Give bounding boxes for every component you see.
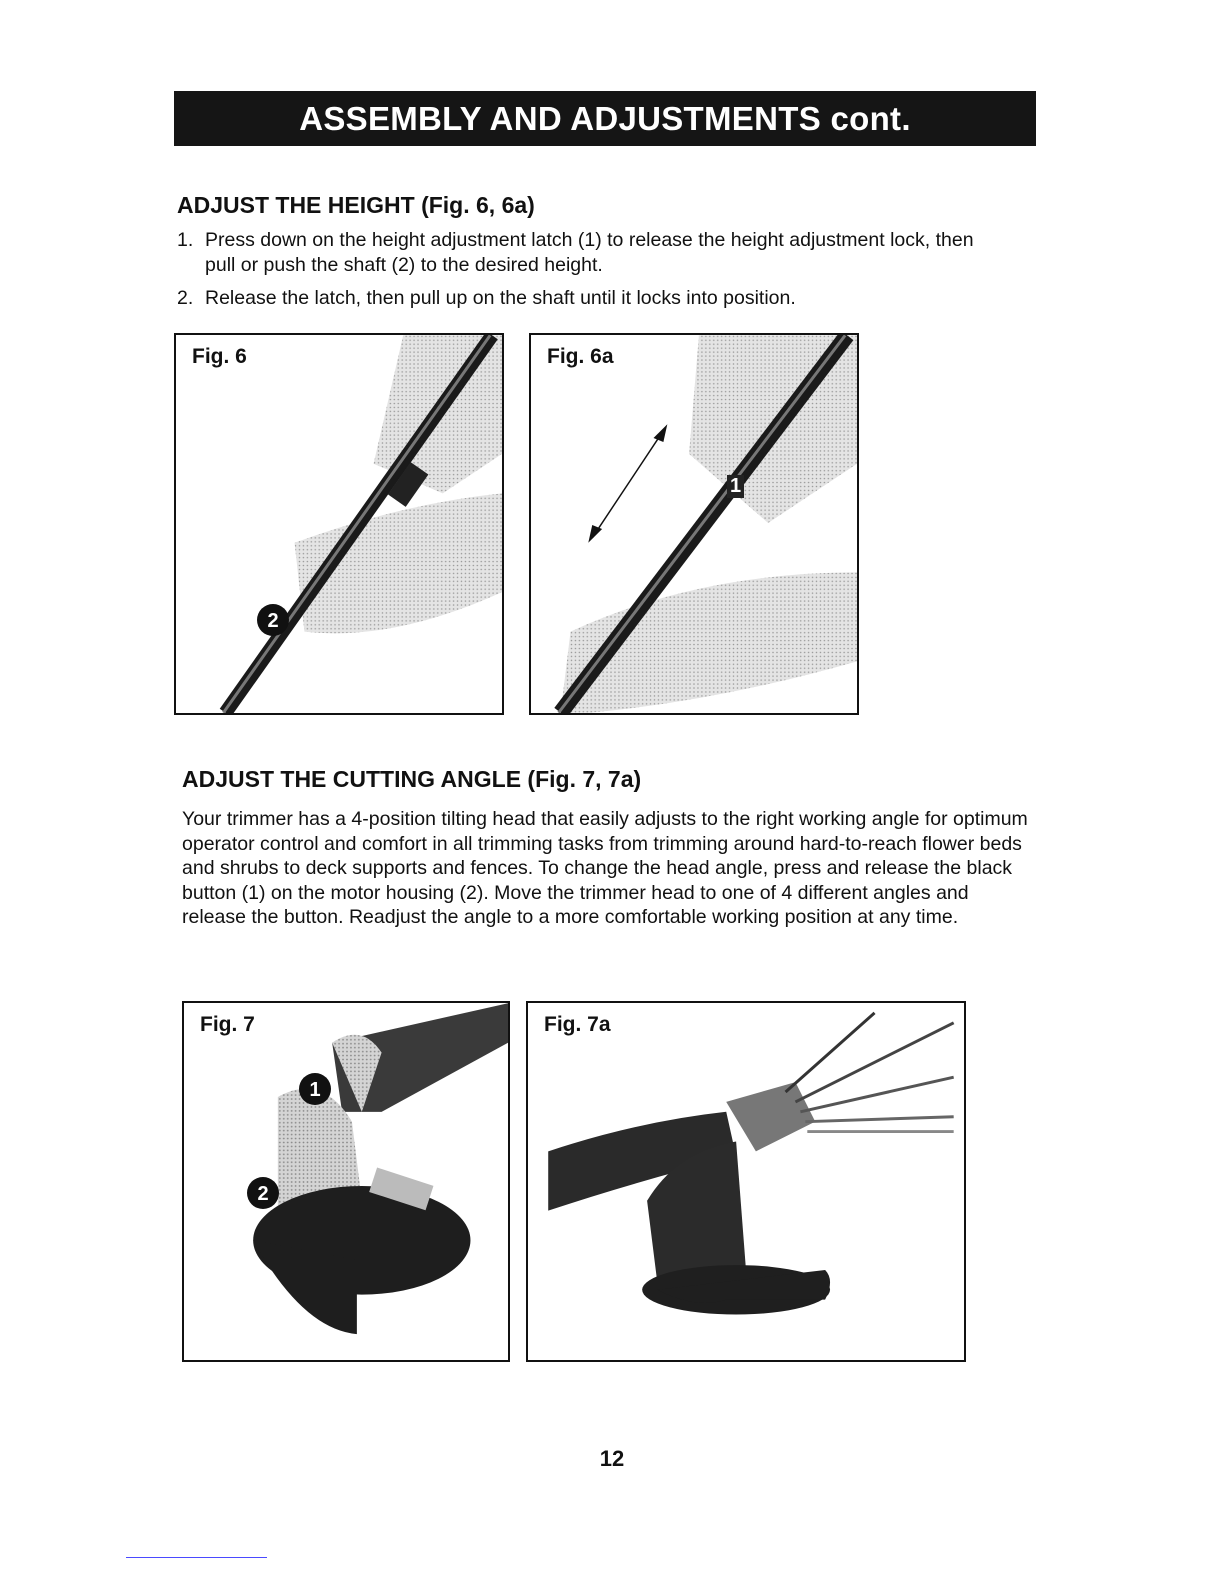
page-number: 12: [599, 1446, 625, 1471]
footer-rule: [126, 1557, 267, 1558]
callout-1-icon: [298, 1072, 332, 1106]
cutting-angle-paragraph: Your trimmer has a 4-position tilting head that easily adjusts to the right working angle for optimum operator control and comfort in all trimming tasks from trimming around hard-to-reach flower beds and shrubs to deck supports and fences. To change the head angle, press and release the black button (1) on the motor housing (2). Move the trimmer head to one of 4 different angles and release the button. Readjust the angle to a more comfortable working position at any time.: [182, 808, 1028, 928]
figure-6a-illustration: [531, 335, 857, 713]
height-steps: [177, 228, 977, 319]
svg-text:2: 2: [267, 610, 279, 632]
figure-6: [174, 333, 504, 715]
figure-7a: [526, 1001, 966, 1362]
step-text: Press down on the height adjustment latch (1) to release the height adjustment lock, then pull or push the shaft (2) to the desired height.: [205, 229, 974, 276]
figure-label: Fig. 7: [200, 1013, 255, 1036]
figure-label: Fig. 7a: [544, 1013, 611, 1036]
cutting-angle-heading: ADJUST THE CUTTING ANGLE (Fig. 7, 7a): [182, 766, 642, 792]
step-text: Release the latch, then pull up on the shaft until it locks into position.: [205, 287, 796, 309]
callout-1-label: 1: [727, 475, 744, 498]
figure-label: Fig. 6a: [547, 345, 614, 368]
figure-6-illustration: [176, 335, 502, 713]
step-number: 2.: [177, 287, 194, 309]
figure-label: Fig. 6: [192, 345, 247, 368]
figure-7: [182, 1001, 510, 1362]
svg-text:2: 2: [257, 1183, 269, 1205]
figure-6a: [529, 333, 859, 715]
figure-7a-illustration: [528, 1003, 964, 1360]
step-item: [177, 228, 977, 278]
step-number: 1.: [177, 229, 194, 251]
callout-2-icon: [256, 603, 290, 637]
height-heading: ADJUST THE HEIGHT (Fig. 6, 6a): [177, 192, 535, 218]
svg-text:1: 1: [309, 1079, 321, 1101]
step-item: [177, 286, 977, 311]
section-banner: ASSEMBLY AND ADJUSTMENTS cont.: [174, 91, 1036, 146]
callout-2-icon: [246, 1176, 280, 1210]
figure-7-illustration: [184, 1003, 508, 1360]
